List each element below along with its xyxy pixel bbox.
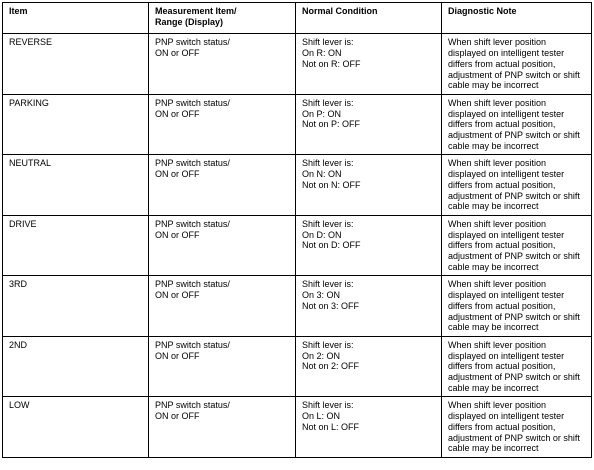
diagnostic-note-line: When shift lever position bbox=[448, 37, 547, 48]
table-row bbox=[3, 155, 592, 216]
cell-item bbox=[3, 215, 149, 276]
normal-condition-line: Not on 2: OFF bbox=[302, 361, 360, 372]
cell-diagnostic-note bbox=[442, 276, 592, 337]
normal-condition-line: Shift lever is: bbox=[302, 218, 354, 229]
measurement-line: ON or OFF bbox=[155, 290, 200, 301]
table-row bbox=[3, 94, 592, 155]
normal-condition-line: On L: ON bbox=[302, 411, 341, 422]
normal-condition-line: On D: ON bbox=[302, 229, 342, 240]
diagnostic-note-line: displayed on intelligent tester bbox=[448, 108, 565, 119]
measurement-line: PNP switch status/ bbox=[155, 339, 230, 350]
diagnostic-table bbox=[2, 2, 592, 458]
cell-item bbox=[3, 276, 149, 337]
measurement-line: PNP switch status/ bbox=[155, 97, 230, 108]
table-row bbox=[3, 276, 592, 337]
normal-condition-line: Shift lever is: bbox=[302, 279, 354, 290]
measurement-line: ON or OFF bbox=[155, 169, 200, 180]
table-body bbox=[3, 34, 592, 458]
normal-condition-line: Shift lever is: bbox=[302, 37, 354, 48]
cell-normal-condition bbox=[296, 336, 442, 397]
diagnostic-note-line: differs from actual position, bbox=[448, 58, 556, 69]
diagnostic-note-line: cable may be incorrect bbox=[448, 443, 539, 454]
table-row bbox=[3, 336, 592, 397]
measurement-line: ON or OFF bbox=[155, 411, 200, 422]
cell-normal-condition bbox=[296, 276, 442, 337]
diagnostic-note-line: displayed on intelligent tester bbox=[448, 350, 565, 361]
cell-normal-condition bbox=[296, 215, 442, 276]
cell-diagnostic-note bbox=[442, 215, 592, 276]
diagnostic-note-line: adjustment of PNP switch or shift bbox=[448, 372, 580, 383]
normal-condition-line: On R: ON bbox=[302, 48, 342, 59]
diagnostic-note-line: When shift lever position bbox=[448, 97, 547, 108]
table-row bbox=[3, 397, 592, 458]
normal-condition-line: Shift lever is: bbox=[302, 158, 354, 169]
diagnostic-note-line: differs from actual position, bbox=[448, 421, 556, 432]
item-label: PARKING bbox=[9, 97, 49, 108]
diagnostic-note-line: displayed on intelligent tester bbox=[448, 229, 565, 240]
diagnostic-note-line: cable may be incorrect bbox=[448, 322, 539, 333]
diagnostic-note-line: cable may be incorrect bbox=[448, 261, 539, 272]
normal-condition-line: On 2: ON bbox=[302, 350, 341, 361]
diagnostic-note-line: displayed on intelligent tester bbox=[448, 48, 565, 59]
item-label: 2ND bbox=[9, 339, 28, 350]
normal-condition-line: On 3: ON bbox=[302, 290, 341, 301]
cell-diagnostic-note bbox=[442, 34, 592, 95]
item-label: REVERSE bbox=[9, 37, 53, 48]
item-label: DRIVE bbox=[9, 218, 37, 229]
diagnostic-note-line: differs from actual position, bbox=[448, 300, 556, 311]
normal-condition-line: Shift lever is: bbox=[302, 97, 354, 108]
normal-condition-line: Not on N: OFF bbox=[302, 179, 361, 190]
measurement-line: PNP switch status/ bbox=[155, 279, 230, 290]
cell-normal-condition bbox=[296, 34, 442, 95]
header-measurement: Measurement Item/ Range (Display) bbox=[149, 3, 296, 34]
diagnostic-note-line: adjustment of PNP switch or shift bbox=[448, 130, 580, 141]
cell-measurement bbox=[149, 215, 296, 276]
diagnostic-table-container bbox=[2, 2, 591, 467]
cell-item bbox=[3, 397, 149, 458]
table-header-row bbox=[3, 3, 592, 34]
diagnostic-note-line: displayed on intelligent tester bbox=[448, 290, 565, 301]
diagnostic-note-line: cable may be incorrect bbox=[448, 80, 539, 91]
diagnostic-note-line: When shift lever position bbox=[448, 218, 547, 229]
header-diagnostic-note: Diagnostic Note bbox=[442, 3, 592, 34]
diagnostic-note-line: differs from actual position, bbox=[448, 179, 556, 190]
normal-condition-line: On N: ON bbox=[302, 169, 342, 180]
diagnostic-note-line: adjustment of PNP switch or shift bbox=[448, 311, 580, 322]
normal-condition-line: Shift lever is: bbox=[302, 400, 354, 411]
cell-item bbox=[3, 94, 149, 155]
diagnostic-note-line: differs from actual position, bbox=[448, 240, 556, 251]
diagnostic-note-line: differs from actual position, bbox=[448, 361, 556, 372]
diagnostic-note-line: cable may be incorrect bbox=[448, 382, 539, 393]
cell-diagnostic-note bbox=[442, 155, 592, 216]
diagnostic-note-line: cable may be incorrect bbox=[448, 140, 539, 151]
normal-condition-line: On P: ON bbox=[302, 108, 342, 119]
normal-condition-line: Not on D: OFF bbox=[302, 240, 361, 251]
cell-diagnostic-note bbox=[442, 397, 592, 458]
cell-diagnostic-note bbox=[442, 94, 592, 155]
cell-diagnostic-note bbox=[442, 336, 592, 397]
measurement-line: ON or OFF bbox=[155, 48, 200, 59]
diagnostic-note-line: adjustment of PNP switch or shift bbox=[448, 69, 580, 80]
item-label: NEUTRAL bbox=[9, 158, 52, 169]
measurement-line: ON or OFF bbox=[155, 350, 200, 361]
measurement-line: ON or OFF bbox=[155, 108, 200, 119]
cell-normal-condition bbox=[296, 94, 442, 155]
cell-item bbox=[3, 155, 149, 216]
diagnostic-note-line: adjustment of PNP switch or shift bbox=[448, 251, 580, 262]
measurement-line: PNP switch status/ bbox=[155, 37, 230, 48]
normal-condition-line: Not on L: OFF bbox=[302, 421, 360, 432]
cell-measurement bbox=[149, 34, 296, 95]
cell-measurement bbox=[149, 155, 296, 216]
cell-measurement bbox=[149, 94, 296, 155]
measurement-line: PNP switch status/ bbox=[155, 158, 230, 169]
normal-condition-line: Not on P: OFF bbox=[302, 119, 361, 130]
diagnostic-note-line: cable may be incorrect bbox=[448, 201, 539, 212]
diagnostic-note-line: When shift lever position bbox=[448, 339, 547, 350]
normal-condition-line: Not on 3: OFF bbox=[302, 300, 360, 311]
measurement-line: PNP switch status/ bbox=[155, 218, 230, 229]
item-label: 3RD bbox=[9, 279, 28, 290]
diagnostic-note-line: When shift lever position bbox=[448, 158, 547, 169]
diagnostic-note-line: When shift lever position bbox=[448, 279, 547, 290]
measurement-line: PNP switch status/ bbox=[155, 400, 230, 411]
cell-normal-condition bbox=[296, 397, 442, 458]
diagnostic-note-line: displayed on intelligent tester bbox=[448, 411, 565, 422]
table-row bbox=[3, 34, 592, 95]
cell-measurement bbox=[149, 276, 296, 337]
item-label: LOW bbox=[9, 400, 30, 411]
diagnostic-note-line: When shift lever position bbox=[448, 400, 547, 411]
header-normal-condition: Normal Condition bbox=[296, 3, 442, 34]
diagnostic-note-line: adjustment of PNP switch or shift bbox=[448, 432, 580, 443]
normal-condition-line: Not on R: OFF bbox=[302, 58, 361, 69]
diagnostic-note-line: adjustment of PNP switch or shift bbox=[448, 190, 580, 201]
table-row bbox=[3, 215, 592, 276]
cell-item bbox=[3, 34, 149, 95]
cell-measurement bbox=[149, 336, 296, 397]
cell-normal-condition bbox=[296, 155, 442, 216]
header-item: Item bbox=[3, 3, 149, 34]
normal-condition-line: Shift lever is: bbox=[302, 339, 354, 350]
cell-measurement bbox=[149, 397, 296, 458]
cell-item bbox=[3, 336, 149, 397]
diagnostic-note-line: displayed on intelligent tester bbox=[448, 169, 565, 180]
measurement-line: ON or OFF bbox=[155, 229, 200, 240]
diagnostic-note-line: differs from actual position, bbox=[448, 119, 556, 130]
